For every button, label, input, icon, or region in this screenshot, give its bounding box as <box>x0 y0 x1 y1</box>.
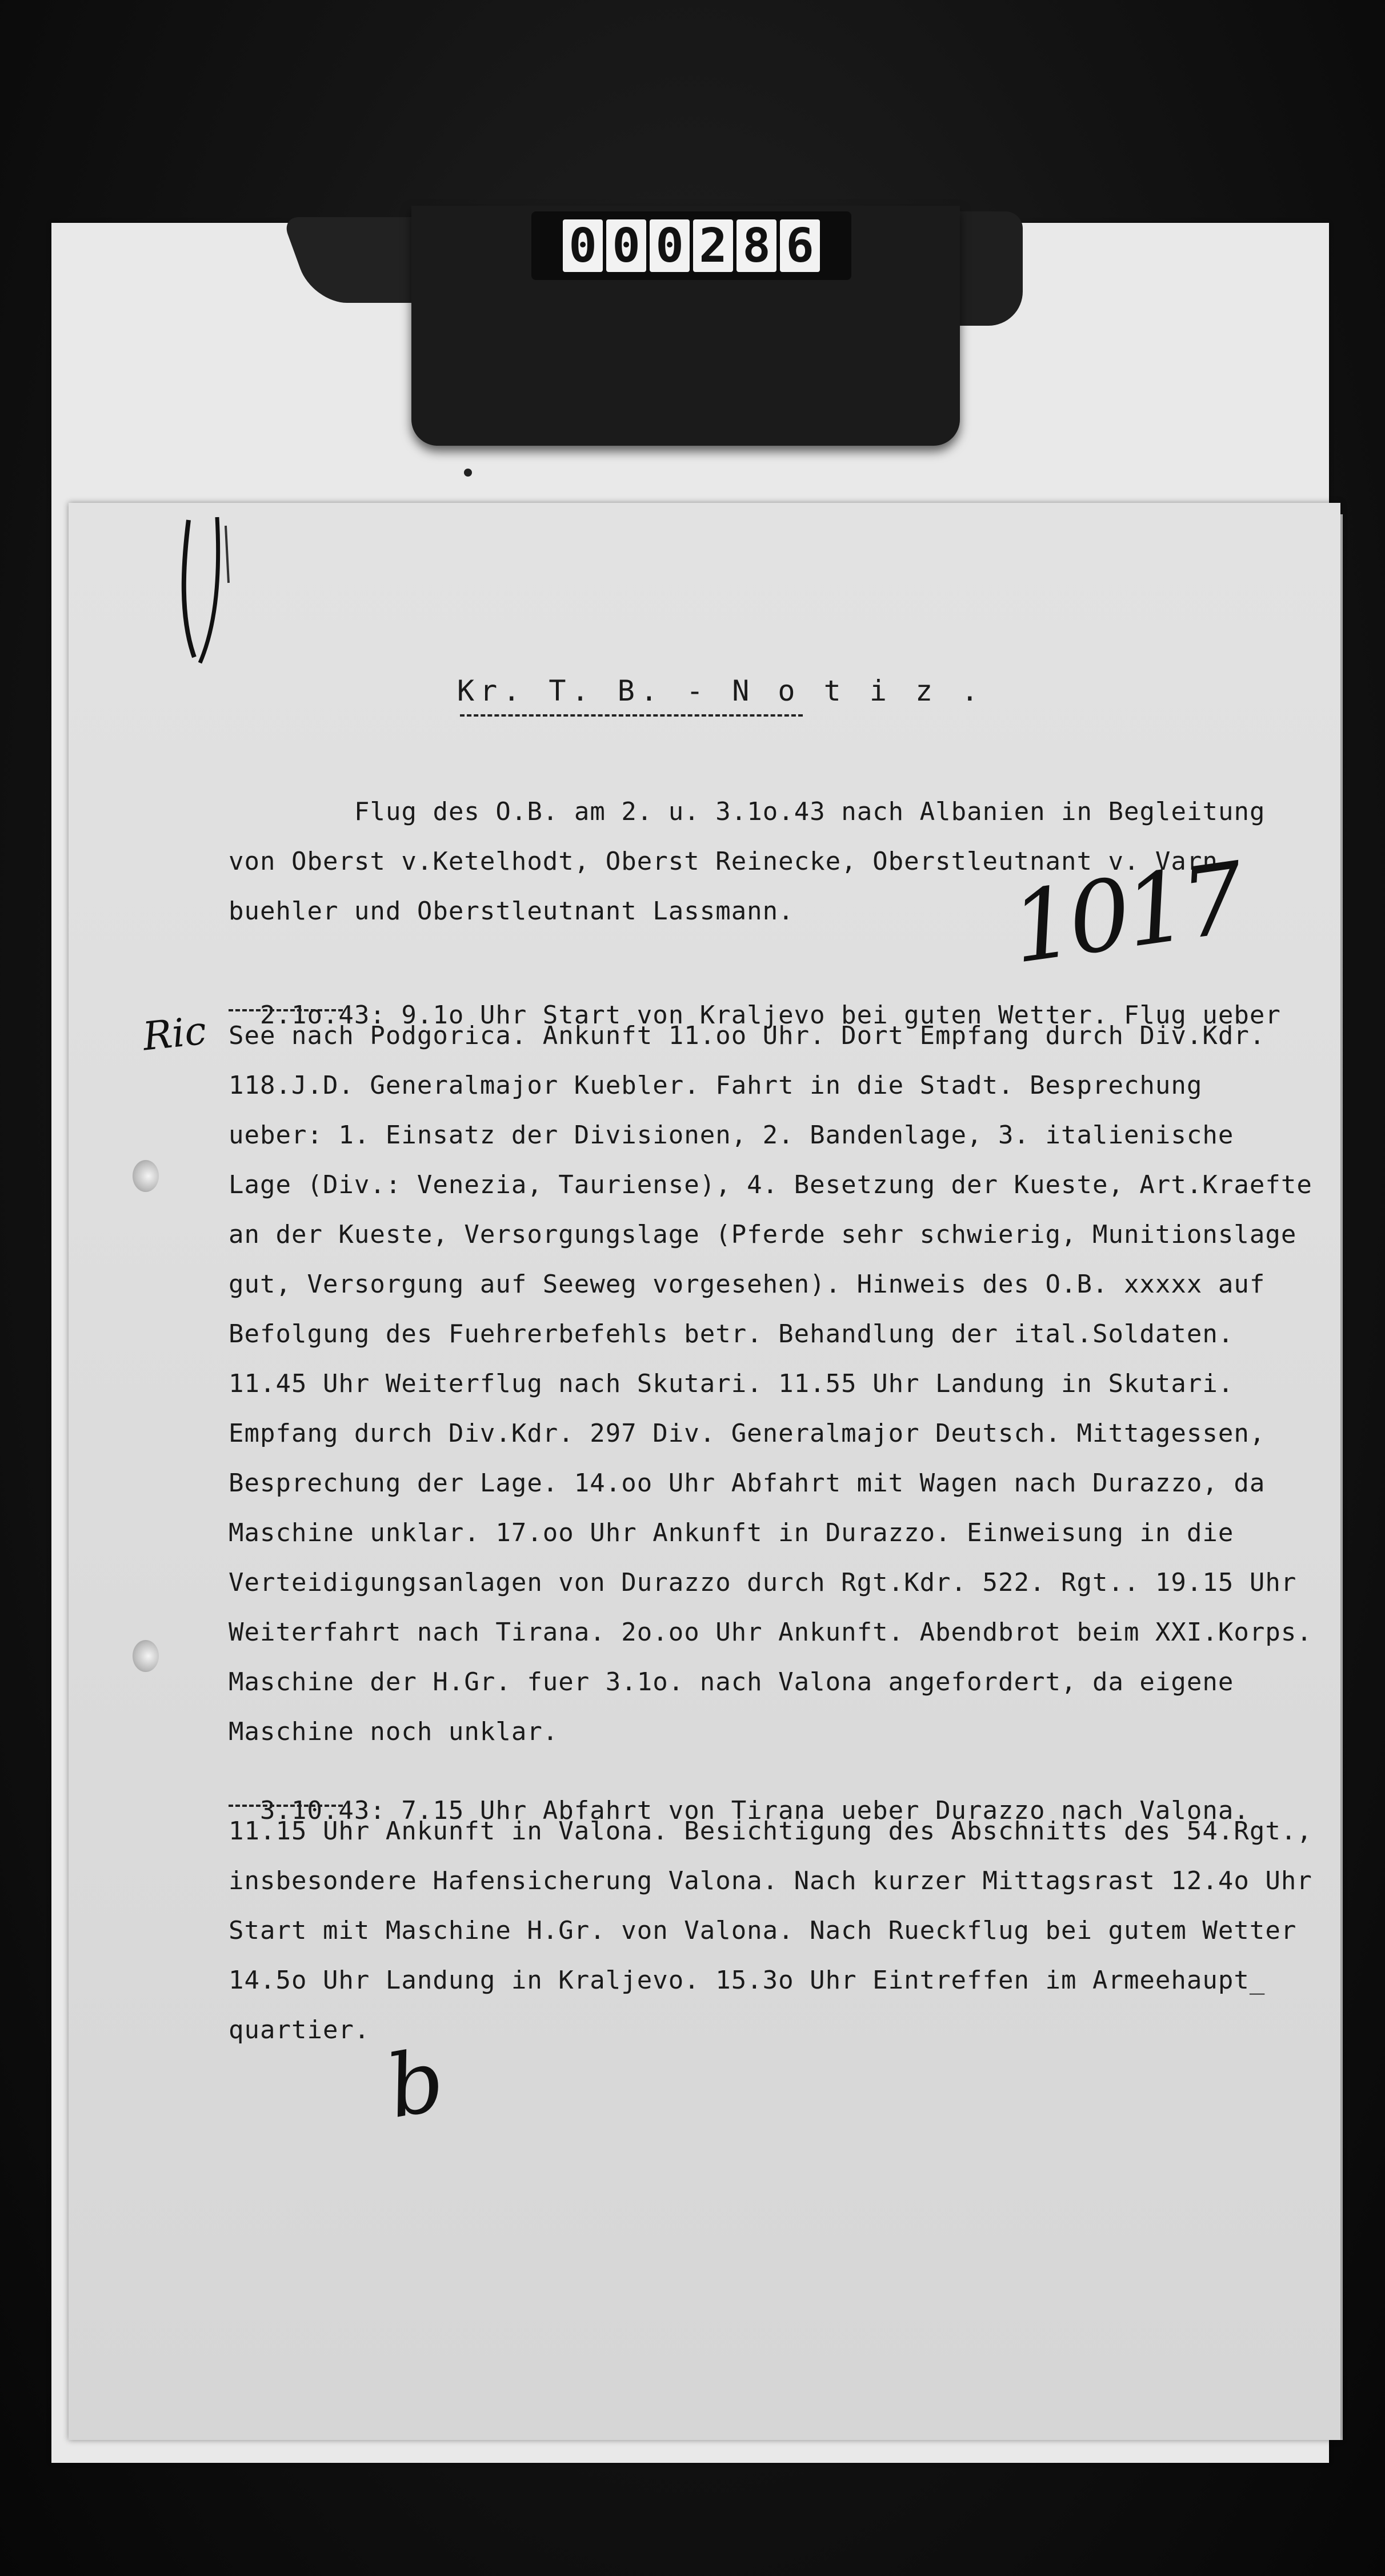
body-line: Maschine unklar. 17.oo Uhr Ankunft in Durazzo. Einweisung in die <box>229 1518 1234 1547</box>
intro-line: buehler und Oberstleutnant Lassmann. <box>229 897 794 926</box>
body-line: Besprechung der Lage. 14.oo Uhr Abfahrt mit Wagen nach Durazzo, da <box>229 1469 1266 1498</box>
section-line-text: 7.15 Uhr Abfahrt von Tirana ueber Durazzo nach Valona. <box>385 1796 1250 1825</box>
body-line: 11.15 Uhr Ankunft in Valona. Besichtigung des Abschnitts des 54.Rgt., <box>229 1817 1312 1846</box>
frame-counter <box>531 211 851 280</box>
body-line: insbesondere Hafensicherung Valona. Nach kurzer Mittagsrast 12.4o Uhr <box>229 1866 1312 1895</box>
counter-digit: 0 <box>563 219 603 272</box>
body-line: Start mit Maschine H.Gr. von Valona. Nach Rueckflug bei gutem Wetter <box>229 1916 1297 1945</box>
handwritten-number: 1017 <box>1004 842 1247 986</box>
punch-hole-icon <box>133 1160 159 1192</box>
counter-digit: 0 <box>606 219 646 272</box>
page-title: Kr. T. B. - N o t i z . <box>457 674 984 707</box>
intro-line: von Oberst v.Ketelhodt, Oberst Reinecke, Oberstleutnant v. Varn- <box>229 847 1234 876</box>
date-underline <box>229 1805 343 1807</box>
body-line: 11.45 Uhr Weiterflug nach Skutari. 11.55 Uhr Landung in Skutari. <box>229 1369 1234 1398</box>
punch-dot <box>464 469 472 477</box>
handwritten-signature: b <box>380 2030 452 2138</box>
body-line: See nach Podgorica. Ankunft 11.oo Uhr. Dort Empfang durch Div.Kdr. <box>229 1021 1266 1050</box>
date-underline <box>229 1009 343 1011</box>
body-line: Weiterfahrt nach Tirana. 2o.oo Uhr Ankunft. Abendbrot beim XXI.Korps. <box>229 1618 1312 1647</box>
section-line-text: 9.1o Uhr Start von Kraljevo bei guten Wetter. Flug ueber <box>385 1001 1281 1030</box>
punch-hole-icon <box>133 1640 159 1672</box>
body-line: Verteidigungsanlagen von Durazzo durch Rgt.Kdr. 522. Rgt.. 19.15 Uhr <box>229 1568 1297 1597</box>
margin-initials: Ric <box>141 1008 209 1060</box>
title-underline <box>460 714 803 717</box>
body-line: Befolgung des Fuehrerbefehls betr. Behandlung der ital.Soldaten. <box>229 1319 1234 1349</box>
body-line: quartier. <box>229 2015 370 2045</box>
intro-line: Flug des O.B. am 2. u. 3.1o.43 nach Albanien in Begleitung <box>354 797 1266 826</box>
counter-digit: 0 <box>650 219 690 272</box>
counter-digit: 8 <box>736 219 776 272</box>
body-line: Maschine noch unklar. <box>229 1717 559 1746</box>
section-date: 3.10.43: <box>259 1796 386 1825</box>
body-line: 14.5o Uhr Landung in Kraljevo. 15.3o Uhr Eintreffen im Armeehaupt_ <box>229 1966 1266 1995</box>
body-line: gut, Versorgung auf Seeweg vorgesehen). Hinweis des O.B. xxxxx auf <box>229 1270 1266 1299</box>
counter-digit: 2 <box>693 219 733 272</box>
body-line: Lage (Div.: Venezia, Tauriense), 4. Besetzung der Kueste, Art.Kraefte <box>229 1170 1312 1199</box>
paperclip-mark-icon <box>171 514 246 674</box>
body-line: ueber: 1. Einsatz der Divisionen, 2. Bandenlage, 3. italienische <box>229 1121 1234 1150</box>
body-line: 118.J.D. Generalmajor Kuebler. Fahrt in die Stadt. Besprechung <box>229 1071 1203 1100</box>
counter-digit: 6 <box>780 219 820 272</box>
section-date: 2.1o.43: <box>259 1001 386 1030</box>
body-line: Empfang durch Div.Kdr. 297 Div. Generalmajor Deutsch. Mittagessen, <box>229 1419 1266 1448</box>
body-line: an der Kueste, Versorgungslage (Pferde sehr schwierig, Munitionslage <box>229 1220 1297 1249</box>
body-line: Maschine der H.Gr. fuer 3.1o. nach Valona angefordert, da eigene <box>229 1667 1234 1697</box>
